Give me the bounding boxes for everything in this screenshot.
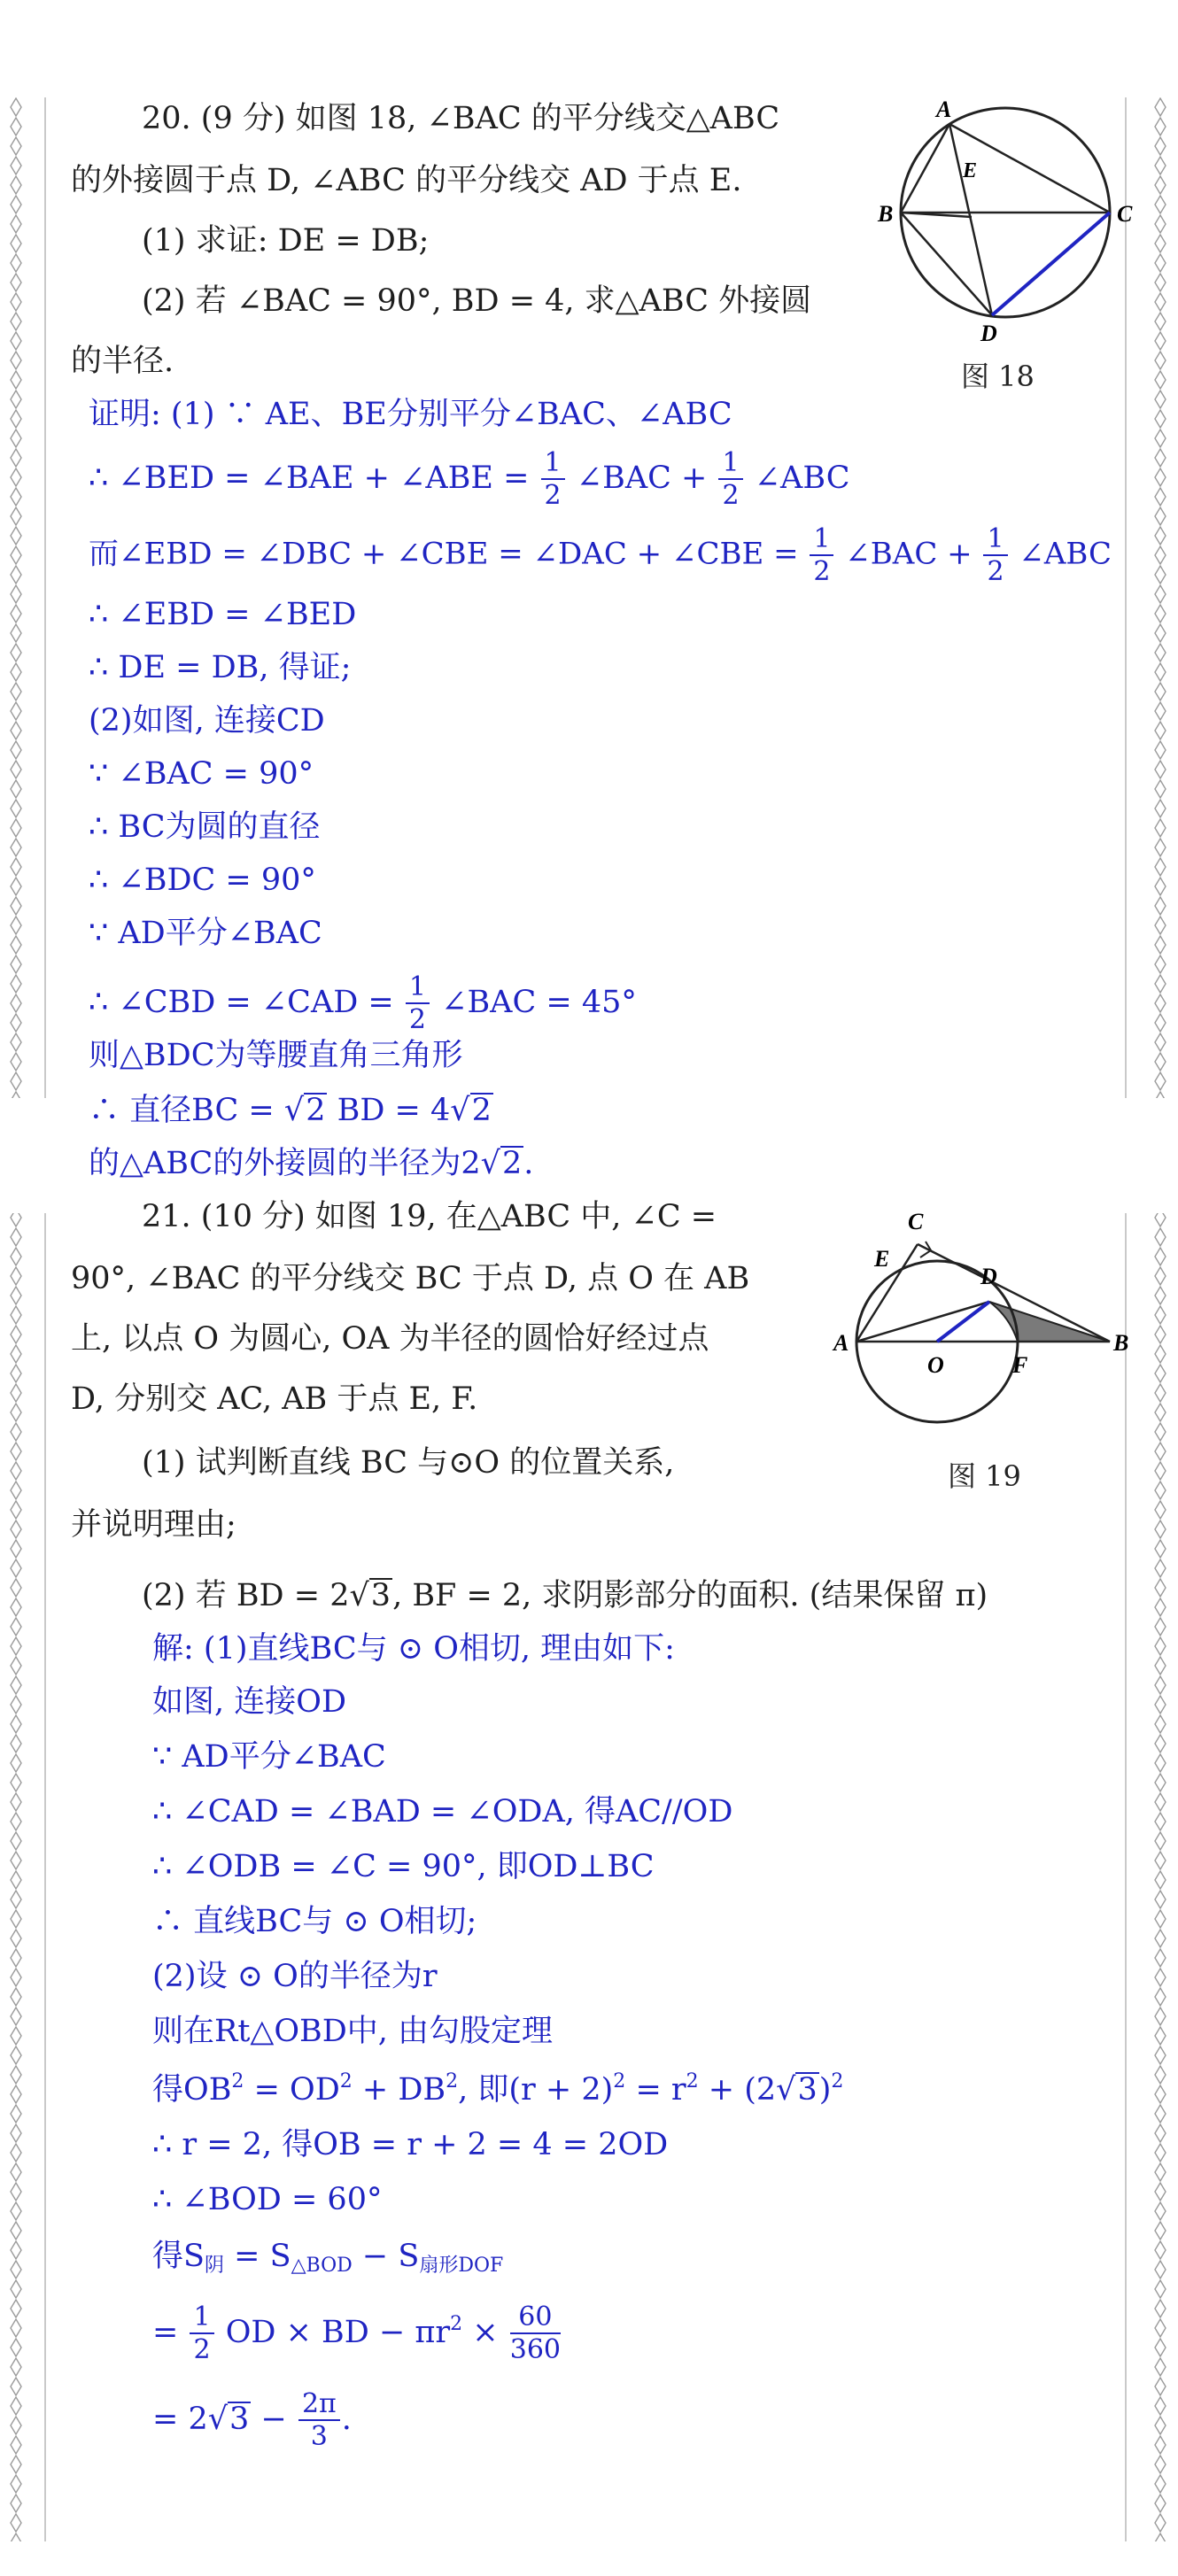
fraction-half — [190, 2301, 213, 2365]
sqrt-3 — [349, 1576, 392, 1615]
frac-den: 360 — [509, 2334, 562, 2365]
fig19-shaded-region — [989, 1302, 1110, 1342]
p21-sol-line-14-c: . — [341, 2402, 352, 2437]
subscript: △BOD — [291, 2255, 353, 2277]
p21-sol-line-13-a: = — [152, 2315, 179, 2350]
p20-stem-line-1: 20. (9 分) 如图 18, ∠BAC 的平分线交△ABC — [142, 101, 780, 136]
fig19-label-b: B — [1113, 1330, 1129, 1356]
left-border-ornament — [9, 0, 23, 2576]
p20-sol-line-3-c: ∠ABC — [1019, 536, 1112, 572]
frac-num: 1 — [718, 450, 742, 480]
superscript: 2 — [446, 2070, 459, 2093]
fig18-label-c: C — [1117, 201, 1133, 227]
p21-stem-line-7-b: , BF = 2, 求阴影部分的面积. (结果保留 π) — [392, 1578, 988, 1613]
fig19-label-c: C — [908, 1209, 924, 1234]
p21-sol-line-12-a: 得S — [152, 2239, 205, 2274]
p20-sol-line-3-b: ∠BAC + — [845, 536, 973, 572]
fraction-half — [541, 447, 565, 511]
p21-sol-line-14-b: − — [260, 2402, 287, 2437]
fraction-half — [406, 971, 430, 1035]
p21-stem-line-6: 并说明理由; — [71, 1507, 236, 1543]
fig19-label-o: O — [927, 1352, 944, 1378]
p20-sol-line-2-b: ∠BAC + — [576, 460, 708, 496]
fraction-sector — [509, 2301, 562, 2365]
right-border-ornament — [1153, 0, 1167, 2576]
sqrt-symbol: √ — [776, 2072, 796, 2108]
fraction-half — [718, 447, 742, 511]
sqrt-symbol: √ — [349, 1578, 369, 1613]
fraction-2pi-3 — [298, 2388, 340, 2452]
sqrt-2 — [450, 1091, 493, 1130]
fig18-segment-cd — [992, 213, 1110, 315]
sqrt-symbol: √ — [283, 1093, 305, 1128]
p20-sol-line-11 — [89, 971, 637, 1035]
superscript: 2 — [686, 2070, 699, 2093]
p20-sol-line-9: ∴ ∠BDC = 90° — [89, 863, 316, 898]
fig19-segment-od — [937, 1302, 989, 1342]
p21-sol-line-9-c: + DB — [361, 2072, 446, 2108]
frac-num: 1 — [810, 526, 833, 556]
p20-sol-line-2 — [89, 447, 850, 511]
p20-stem-line-4: (2) 若 ∠BAC = 90°, BD = 4, 求△ABC 外接圆 — [142, 283, 812, 319]
p20-stem-line-2: 的外接圆于点 D, ∠ABC 的平分线交 AD 于点 E. — [71, 163, 742, 198]
p21-sol-line-5: ∴ ∠ODB = ∠C = 90°, 即OD⊥BC — [152, 1849, 655, 1884]
p20-sol-line-13-b: BD = 4 — [337, 1093, 451, 1128]
p20-sol-line-14 — [89, 1144, 533, 1183]
frac-num: 1 — [983, 526, 1007, 556]
p20-stem-line-5: 的半径. — [71, 344, 174, 379]
p21-sol-line-12 — [152, 2237, 503, 2276]
frac-num: 1 — [190, 2304, 213, 2334]
frac-num: 1 — [541, 450, 565, 480]
fig18-label-a: A — [936, 97, 952, 122]
sqrt-3 — [776, 2070, 819, 2109]
sqrt-symbol: √ — [207, 2402, 229, 2437]
p21-sol-line-9-e: = r — [635, 2072, 686, 2108]
superscript: 2 — [231, 2070, 244, 2093]
frac-num: 60 — [510, 2304, 561, 2334]
fig18-label-b: B — [878, 201, 894, 227]
p20-sol-line-10: ∵ AD平分∠BAC — [89, 916, 322, 951]
frac-den: 2 — [813, 556, 831, 587]
radicand: 2 — [306, 1093, 326, 1128]
p20-sol-line-12: 则△BDC为等腰直角三角形 — [89, 1038, 463, 1073]
p20-sol-line-2-a: ∴ ∠BED = ∠BAE + ∠ABE = — [89, 460, 530, 496]
p21-sol-line-13 — [152, 2301, 562, 2365]
fig19-label-e: E — [874, 1246, 890, 1272]
p21-stem-line-5: (1) 试判断直线 BC 与⊙O 的位置关系, — [142, 1445, 675, 1481]
subscript: 阴 — [204, 2255, 224, 2277]
p21-sol-line-13-b: OD × BD − πr — [225, 2315, 451, 2350]
fraction-half — [810, 523, 833, 587]
radicand: 3 — [797, 2072, 818, 2108]
fig18-label-d: D — [980, 321, 997, 346]
p21-sol-line-9 — [152, 2070, 843, 2109]
p21-stem-line-7 — [142, 1576, 988, 1615]
frac-den: 2 — [987, 556, 1004, 587]
p21-sol-line-4: ∴ ∠CAD = ∠BAD = ∠ODA, 得AC//OD — [152, 1794, 733, 1830]
figure-18 — [872, 93, 1138, 350]
p21-sol-line-7: (2)设 ⊙ O的半径为r — [152, 1959, 438, 1994]
fig18-label-e: E — [963, 159, 978, 182]
p21-sol-line-13-c: × — [472, 2315, 499, 2350]
p21-sol-line-9-f: + (2 — [708, 2072, 777, 2108]
fig19-caption: 图 19 — [948, 1459, 1021, 1493]
frac-num: 2π — [298, 2391, 340, 2421]
p21-sol-line-10: ∴ r = 2, 得OB = r + 2 = 4 = 2OD — [152, 2127, 669, 2162]
radicand: 2 — [501, 1146, 523, 1181]
superscript: 2 — [339, 2070, 353, 2093]
p20-sol-line-6: (2)如图, 连接CD — [89, 703, 325, 739]
left-rule-2 — [44, 1213, 46, 2541]
p21-stem-line-2: 90°, ∠BAC 的平分线交 BC 于点 D, 点 O 在 AB — [71, 1261, 750, 1296]
p21-sol-line-2: 如图, 连接OD — [152, 1684, 347, 1720]
p21-sol-line-9-a: 得OB — [152, 2072, 232, 2108]
p21-sol-line-12-c: = S — [234, 2239, 291, 2274]
fig19-label-f: F — [1012, 1352, 1028, 1378]
p20-sol-line-14-b: . — [523, 1146, 534, 1181]
p20-sol-line-8: ∴ BC为圆的直径 — [89, 809, 321, 845]
p20-sol-line-11-a: ∴ ∠CBD = ∠CAD = — [89, 985, 394, 1020]
p20-sol-line-13 — [89, 1091, 493, 1130]
superscript: 2 — [613, 2070, 626, 2093]
left-rule — [44, 97, 46, 1098]
frac-den: 2 — [722, 480, 740, 511]
p21-sol-line-12-e: − S — [361, 2239, 420, 2274]
p21-sol-line-9-d: , 即(r + 2) — [458, 2072, 614, 2108]
superscript: 2 — [450, 2313, 463, 2335]
p20-sol-line-11-b: ∠BAC = 45° — [441, 985, 637, 1020]
radicand: 3 — [229, 2402, 250, 2437]
frac-den: 3 — [310, 2421, 328, 2452]
p21-sol-line-6: ∴ 直线BC与 ⊙ O相切; — [152, 1904, 477, 1939]
p20-sol-line-13-a: ∴ 直径BC = — [89, 1093, 275, 1128]
fig19-label-d: D — [980, 1264, 997, 1289]
p21-sol-line-11: ∴ ∠BOD = 60° — [152, 2182, 383, 2217]
p21-stem-line-1: 21. (10 分) 如图 19, 在△ABC 中, ∠C = — [142, 1199, 717, 1234]
subscript: 扇形DOF — [419, 2255, 504, 2277]
fig18-caption: 图 18 — [961, 360, 1035, 393]
p21-stem-line-7-a: (2) 若 BD = 2 — [142, 1578, 350, 1613]
p20-sol-line-1: 证明: (1) ∵ AE、BE分别平分∠BAC、∠ABC — [89, 397, 732, 432]
radicand: 3 — [370, 1578, 391, 1613]
p20-sol-line-3 — [89, 523, 1112, 587]
frac-num: 1 — [406, 974, 430, 1004]
sqrt-symbol: √ — [450, 1093, 470, 1128]
p21-sol-line-9-b: = OD — [253, 2072, 340, 2108]
sqrt-symbol: √ — [480, 1146, 500, 1181]
p20-sol-line-14-a: 的△ABC的外接圆的半径为2 — [89, 1146, 481, 1181]
p21-sol-line-14 — [152, 2388, 352, 2452]
frac-den: 2 — [544, 480, 562, 511]
p21-stem-line-3: 上, 以点 O 为圆心, OA 为半径的圆恰好经过点 — [71, 1321, 709, 1357]
p20-sol-line-5: ∴ DE = DB, 得证; — [89, 650, 352, 685]
p20-sol-line-3-a: 而∠EBD = ∠DBC + ∠CBE = ∠DAC + ∠CBE = — [89, 536, 799, 572]
figure-19 — [828, 1195, 1129, 1452]
p20-sol-line-7: ∵ ∠BAC = 90° — [89, 756, 314, 792]
frac-den: 2 — [408, 1004, 426, 1035]
sqrt-3 — [208, 2400, 252, 2439]
fig19-label-a: A — [833, 1330, 849, 1356]
p21-sol-line-9-g: ) — [818, 2072, 832, 2108]
p21-sol-line-14-a: = 2 — [152, 2402, 208, 2437]
p20-stem-line-3: (1) 求证: DE = DB; — [142, 223, 430, 259]
p20-sol-line-2-c: ∠ABC — [754, 460, 850, 496]
sqrt-2 — [284, 1091, 328, 1130]
sqrt-2 — [481, 1144, 524, 1183]
superscript: 2 — [831, 2070, 844, 2093]
p21-sol-line-1: 解: (1)直线BC与 ⊙ O相切, 理由如下: — [152, 1631, 675, 1667]
p21-stem-line-4: D, 分别交 AC, AB 于点 E, F. — [71, 1381, 478, 1417]
p20-sol-line-4: ∴ ∠EBD = ∠BED — [89, 597, 357, 632]
p21-sol-line-8: 则在Rt△OBD中, 由勾股定理 — [152, 2014, 554, 2049]
frac-den: 2 — [193, 2334, 211, 2365]
p21-sol-line-3: ∵ AD平分∠BAC — [152, 1739, 386, 1775]
radicand: 2 — [471, 1093, 492, 1128]
fraction-half — [983, 523, 1007, 587]
